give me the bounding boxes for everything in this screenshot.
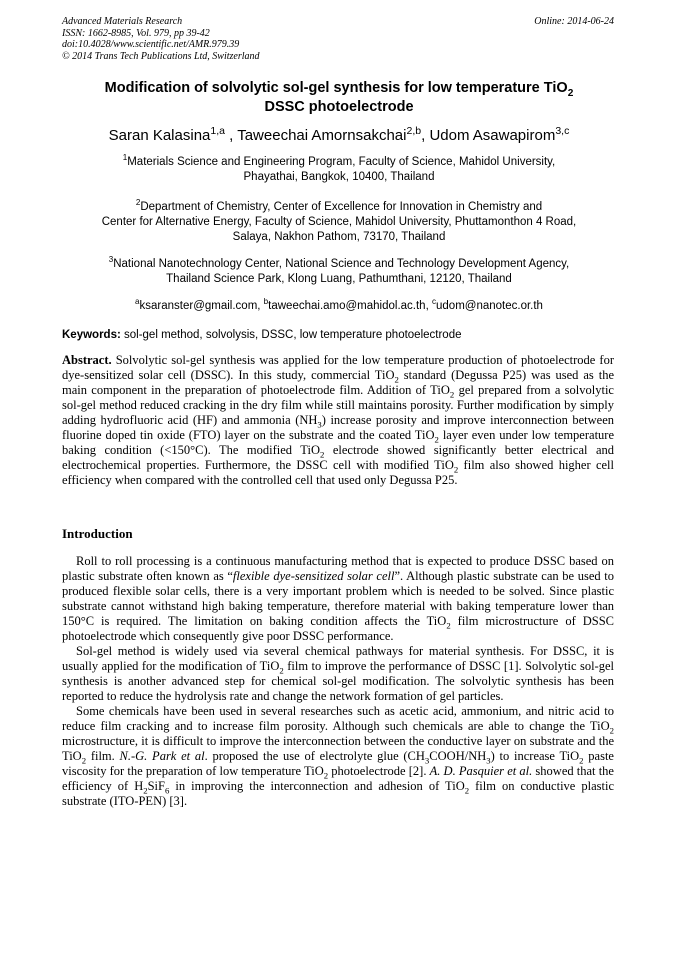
- title-line-2: DSSC photoelectrode: [264, 99, 414, 115]
- email-list: $^a$ksaranster@gmail.com, $^b$taweechai.amo@mahidol.ac.th, $^c$udom@nanotec.or.th: [135, 297, 543, 312]
- journal-name: Advanced Materials Research: [62, 16, 183, 27]
- email-c[interactable]: udom@nanotec.or.th: [436, 300, 543, 312]
- issn-line: ISSN: 1662-8985, Vol. 979, pp 39-42: [62, 27, 210, 39]
- keywords-label: Keywords:: [62, 329, 121, 341]
- intro-paragraph-2: Sol-gel method is widely used via several chemical pathways for material synthesis. For DSSC, it is usually applied for the modification of TiO$_2$ film to improve the performance of DSSC [1]. Solvolytic sol-gel synthesis is another advanced step for chemical sol-gel modification. The solvolytic synthesis has been reported to reduce the hydrolysis rate and change the network formation of gel particles.: [62, 644, 614, 703]
- online-date: Online: 2014-06-24: [534, 16, 614, 27]
- intro-paragraph-1: Roll to roll processing is a continuous manufacturing method that is expected to produce DSSC based on plastic substrate often known as “flexible dye-sensitized solar cell”. Although plastic substrate can be used to produced flexible solar cells, there is a very important problem which is needed to be solved. Since plastic substrate cannot withstand high baking temperature, therefore material with baking temperature lower than 150°C is required. The limitation on baking condition affects the TiO$_2$ film microstructure of DSSC photoelectrode which consequently give poor DSSC performance.: [62, 554, 614, 643]
- affiliation-3: $^3$National Nanotechnology Center, National Science and Technology Development Agency, Thailand Science Park, Klong Luang, Pathumthani, 12120, Thailand: [108, 255, 570, 285]
- author-3: Udom Asawapirom: [429, 127, 556, 144]
- email-b[interactable]: taweechai.amo@mahidol.ac.th: [268, 300, 426, 312]
- author-2: Taweechai Amornsakchai: [237, 127, 407, 144]
- paper-title: Modification of solvolytic sol-gel synthesis for low temperature TiO$_2$ DSSC photoelectrode: [70, 79, 608, 117]
- affiliation-1: $^1$Materials Science and Engineering Program, Faculty of Science, Mahidol University, Phayathai, Bangkok, 10400, Thailand: [122, 153, 556, 183]
- email-a[interactable]: ksaranster@gmail.com: [139, 300, 258, 312]
- keywords-text: sol-gel method, solvolysis, DSSC, low temperature photoelectrode: [124, 329, 462, 341]
- title-line-1: Modification of solvolytic sol-gel synthesis for low temperature TiO: [104, 80, 568, 96]
- doi-line: doi:10.4028/www.scientific.net/AMR.979.39: [62, 39, 240, 50]
- abstract-label: Abstract.: [62, 353, 112, 367]
- keywords: [62, 328, 618, 343]
- author-list: Saran Kalasina$^{1,a}$ , Taweechai Amornsakchai$^{2,b}$, Udom Asawapirom$^{3,c}$: [108, 125, 570, 144]
- author-1: Saran Kalasina: [108, 127, 211, 144]
- abstract: Abstract. Solvolytic sol-gel synthesis was applied for the low temperature production of photoelectrode for dye-sensitized solar cell (DSSC). In this study, commercial TiO$_2$ standard (Degussa P25) was used as the main component in the preparation of photoelectrode film. Addition of TiO$_2$ gel prepared from a solvolytic sol-gel method reduced cracking in the dry film while still maintains porosity. Further modification by simply adding hydrofluoric acid (HF) and ammonia $(NH_3)$ increase porosity and improve interconnection between fluorine doped tin oxide (FTO) layer on the substrate and the coated TiO$_2$ layer even under low temperature baking condition (<150°C). The modified TiO$_2$ electrode showed significantly better electrical and electrochemical properties. Furthermore, the DSSC cell with modified TiO$_2$ film also showed higher cell efficiency when compared with the controlled cell that used only Degussa P25.: [62, 353, 615, 487]
- intro-paragraph-3: Some chemicals have been used in several researches such as acetic acid, ammonium, and nitric acid to reduce film cracking and to increase film porosity. Although such chemicals are able to change the TiO$_2$ microstructure, it is difficult to improve the interconnection between the conductive layer on substrate and the TiO$_2$ film. N.-G. Park et al. proposed the use of electrolyte glue $(CH_3COOH/NH_3)$ to increase TiO$_2$ paste viscosity for the preparation of low temperature TiO$_2$ photoelectrode [2]. A. D. Pasquier et al. showed that the efficiency of $H_2SiF_6$ in improving the interconnection and adhesion of TiO$_2$ film on conductive plastic substrate (ITO-PEN) [3].: [62, 704, 614, 808]
- introduction-body: [62, 554, 614, 809]
- journal-header: [62, 16, 260, 62]
- introduction-heading: Introduction: [62, 526, 133, 541]
- copyright-line: © 2014 Trans Tech Publications Ltd, Switzerland: [62, 50, 260, 62]
- affiliation-2: $^2$Department of Chemistry, Center of Excellence for Innovation in Chemistry and Center for Alternative Energy, Faculty of Science, Mahidol University, Phuttamonthon 4 Road, Salaya, Nakhon Pathom, 73170, Thailand: [101, 198, 577, 243]
